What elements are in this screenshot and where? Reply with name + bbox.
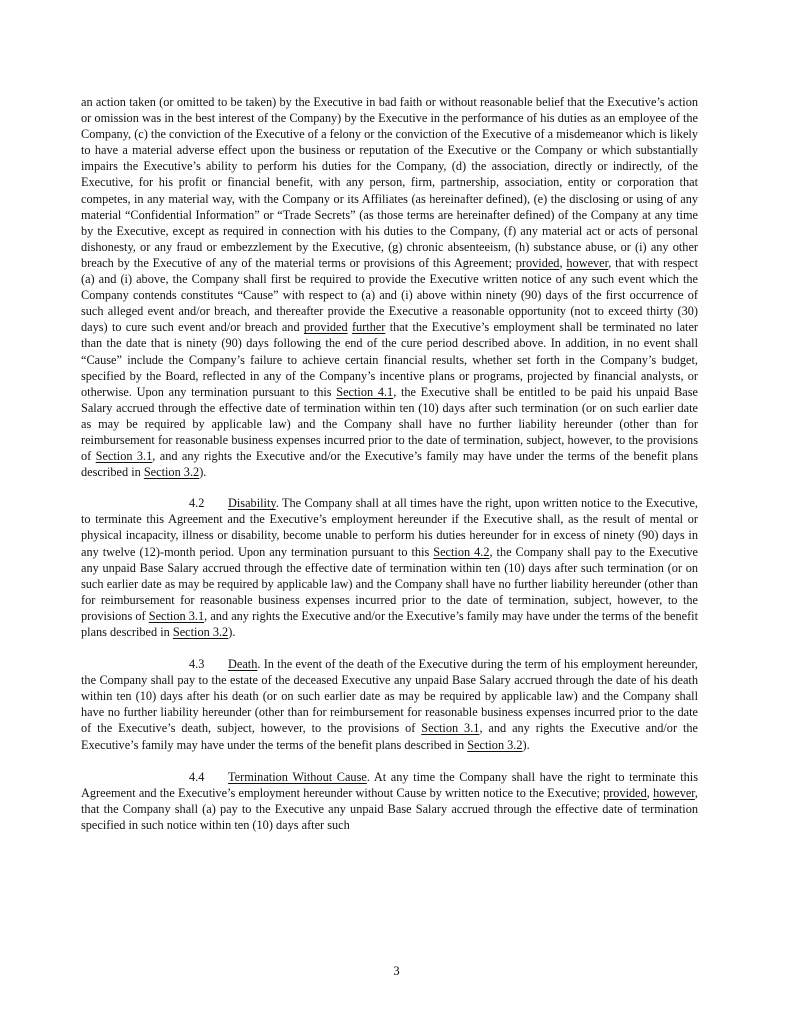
text-run: , bbox=[646, 785, 654, 800]
document-body bbox=[81, 94, 698, 849]
text-run: , the Company shall pay to the Executive any unpaid Base Salary accrued through the effective date of termination within ten (10) days after such termination (or on such earlier date as may be required by applicable law) and the Company shall have no further liability hereunder (other than for reimbursement for reasonable business expenses incurred prior to the date of termination, subject, however, to the provisions of bbox=[81, 544, 698, 623]
paragraph-cause-definition bbox=[81, 94, 698, 480]
section-4-4-termination-without-cause bbox=[81, 769, 698, 833]
section-reference: Section 4.1 bbox=[336, 384, 394, 399]
text-run: ). bbox=[199, 465, 207, 480]
section-heading: Disability bbox=[228, 496, 276, 511]
section-reference: Section 3.1 bbox=[95, 449, 153, 464]
text-run: that the Executive’s employment shall be terminated no later than the date that is ninety (90) days following the end of the cure period described above. In addition, in no event shall “Cause” include the Company’s failure to achieve certain financial results, whether set forth in the Company’s budget, specified by the Board, reflected in any of the Company’s incentive plans or programs, projected by financial analysts, or otherwise. Upon any termination pursuant to this bbox=[81, 320, 698, 399]
section-4-2-disability bbox=[81, 495, 698, 640]
text-run: , the Executive shall be entitled to be paid his unpaid Base Salary accrued through the effective date of termination within ten (10) days after such termination (or on such earlier date as may be required by applicable law) and the Company shall have no further liability hereunder (other than for reimbursement for reasonable business expenses incurred prior to the date of termination, subject, however, to the provisions of bbox=[81, 384, 698, 464]
section-number: 4.4 bbox=[189, 769, 205, 784]
text-run: ). bbox=[228, 625, 236, 639]
text-run: an action taken (or omitted to be taken) by the Executive in bad faith or without reasonable belief that the Executive’s action or omission was in the best interest of the Company) by the Executive in the performance of his duties as an employee of the Company, (c) the conviction of the Executive of a felony or the conviction of the Executive of a misdemeanor which is likely to have a material adverse effect upon the business or reputation of the Executive or the Company or which substantially impairs the Executive’s ability to perform his duties for the Company, (d) the association, directly or indirectly, of the Executive, for his profit or financial benefit, with any person, firm, partnership, association, entity or corporation that competes, in any material way, with the Company or its Affiliates (as hereinafter defined), (e) the disclosing or using of any material “Confidential Information” or “Trade Secrets” (as those terms are hereinafter defined) of the Company at any time by the Executive, except as required in connection with his duties to the Company, (f) any material act or acts of personal dishonesty, or any fraud or embezzlement by the Executive, (g) chronic absenteeism, (h) substance abuse, or (i) any other breach by the Executive of any of the material terms or provisions of this Agreement; bbox=[81, 95, 698, 270]
text-run: . At any time the Company shall have the right to terminate this Agreement and the Executive’s employment hereunder without Cause by written notice to the Executive; bbox=[81, 769, 698, 800]
text-run: ). bbox=[522, 737, 530, 752]
page-number: 3 bbox=[393, 964, 400, 978]
emphasis-provided: provided bbox=[303, 320, 348, 335]
emphasis-however: however bbox=[653, 785, 695, 800]
text-run: , bbox=[559, 255, 567, 270]
section-reference: Section 4.2 bbox=[433, 544, 490, 559]
section-number: 4.2 bbox=[189, 496, 205, 511]
emphasis-however: however bbox=[566, 255, 609, 270]
text-run: . In the event of the death of the Executive during the term of his employment hereunder, the Company shall pay to the estate of the deceased Executive any unpaid Base Salary accrued through the date of his death within ten (10) days after his death (or on such earlier date as may be required by applicable law) and the Company shall have no further liability hereunder (other than for reimbursement for reasonable business expenses incurred prior to the date of the Executive’s death, subject, however, to the provisions of bbox=[81, 657, 698, 736]
section-reference: Section 3.2 bbox=[467, 737, 523, 752]
section-reference: Section 3.1 bbox=[421, 721, 480, 736]
emphasis-provided: provided bbox=[515, 255, 560, 270]
section-number: 4.3 bbox=[189, 657, 205, 672]
text-run: , and any rights the Executive and/or the Executive’s family may have under the terms of the benefit plans described in bbox=[81, 449, 699, 480]
text-run: , that the Company shall (a) pay to the Executive any unpaid Base Salary accrued through the effective date of termination specified in such notice within ten (10) days after such bbox=[81, 785, 698, 832]
section-heading: Death bbox=[228, 657, 258, 672]
section-heading: Termination Without Cause bbox=[228, 769, 367, 784]
text-run: . The Company shall at all times have the right, upon written notice to the Executive, to terminate this Agreement and the Executive’s employment hereunder if the Executive shall, as the result of mental or physical incapacity, illness or disability, become unable to perform his duties hereunder for in excess of ninety (90) days in any twelve (12)-month period. Upon any termination pursuant to this bbox=[81, 496, 698, 559]
section-4-3-death bbox=[81, 656, 698, 753]
emphasis-further: further bbox=[351, 320, 386, 335]
text-run: , that with respect (a) and (i) above, the Company shall first be required to provide the Executive written notice of any such event which the Company contends constitutes “Cause” with respect to (a) and (i) above within ninety (90) days of the first occurrence of such alleged event and/or breach, and thereafter provide the Executive a reasonable opportunity (not to exceed thirty (30) days) to cure such event and/or breach and bbox=[81, 255, 698, 335]
section-reference: Section 3.2 bbox=[172, 625, 229, 639]
text-run: , and any rights the Executive and/or the Executive’s family may have under the terms of the benefit plans described in bbox=[81, 721, 698, 752]
text-run: , and any rights the Executive and/or the Executive’s family may have under the terms of the benefit plans described in bbox=[81, 608, 698, 639]
section-reference: Section 3.2 bbox=[143, 465, 200, 480]
section-reference: Section 3.1 bbox=[148, 608, 205, 623]
emphasis-provided: provided bbox=[603, 785, 647, 800]
